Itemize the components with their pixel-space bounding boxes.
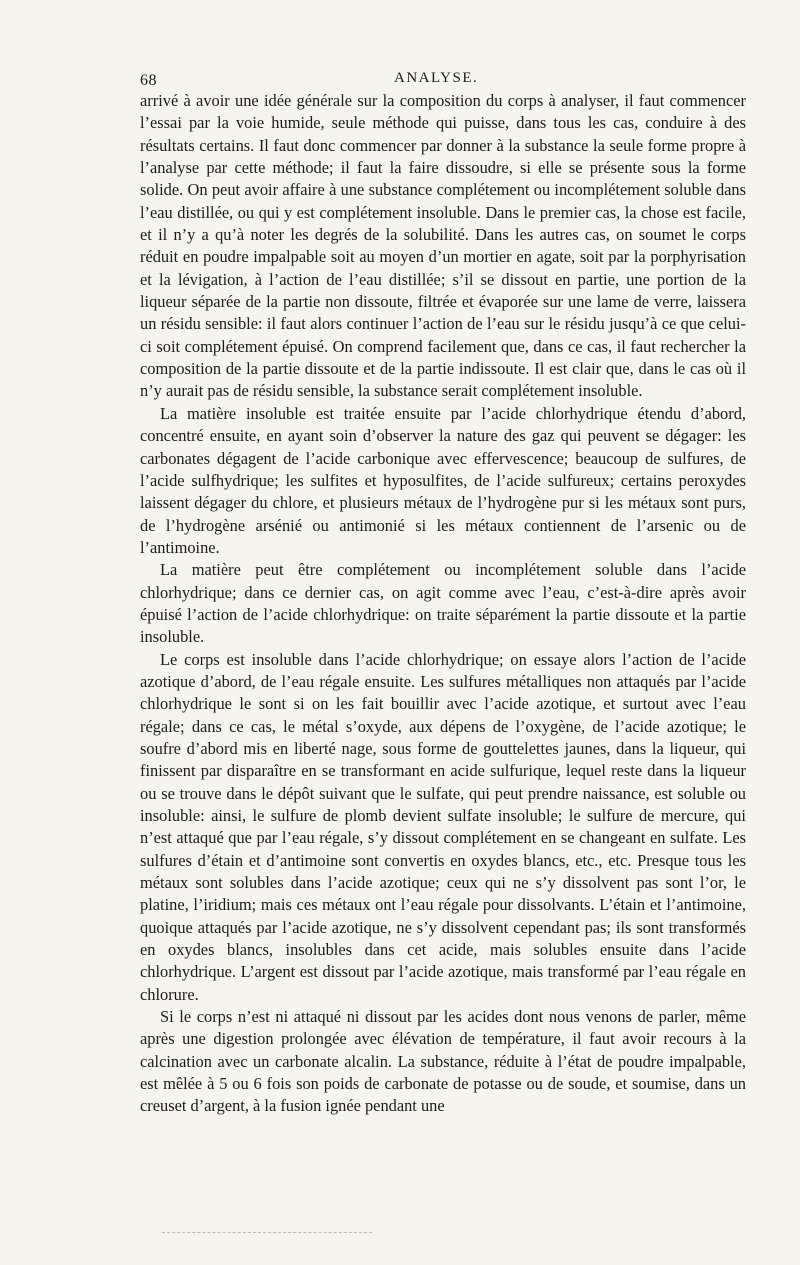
body-text (140, 90, 746, 1118)
paragraph-5: Si le corps n’est ni attaqué ni dissout par les acides dont nous venons de parler, même après une digestion prolongée avec élévation de température, il faut avoir recours à la calcination avec un carbonate alcalin. La substance, réduite à l’état de poudre impalpable, est mêlée à 5 ou 6 fois son poids de carbonate de potasse ou de soude, et soumise, dans un creuset d’argent, à la fusion ignée pendant une (140, 1007, 746, 1116)
paragraph-2: La matière insoluble est traitée ensuite par l’acide chlorhydrique étendu d’abord, concentré ensuite, en ayant soin d’observer la nature des gaz qui peuvent se dégager: les carbonates dégagent de l’acide carbonique avec effervescence; beaucoup de sulfures, de l’acide sulfhydrique; les sulfites et hyposulfites, de l’acide sulfureux; certains peroxydes laissent dégager du chlore, et plusieurs métaux de l’hydrogène pur si les métaux sont purs, de l’hydrogène arsénié ou antimonié si les métaux contiennent de l’arsenic ou de l’antimoine. (140, 403, 746, 557)
running-head (140, 60, 746, 90)
page-number: 68 (140, 72, 157, 89)
book-page (140, 60, 746, 1250)
paragraph-3: La matière peut être complétement ou incomplétement soluble dans l’acide chlorhydrique; dans ce dernier cas, on agit comme avec l’eau, c’est-à-dire après avoir épuisé l’action de l’acide chlorhydrique: on traite séparément la partie dissoute et la partie insoluble. (140, 560, 746, 647)
paragraph-1: arrivé à avoir une idée générale sur la composition du corps à analyser, il faut commencer l’essai par la voie humide, seule méthode qui puisse, dans tous les cas, conduire à des résultats certains. Il faut donc commencer par donner à la substance la seule forme propre à l’analyse par cette méthode; il faut la faire dissoudre, si elle se présente sous la forme solide. On peut avoir affaire à une substance complétement ou incomplétement soluble dans l’eau distillée, ou qui y est complétement insoluble. Dans le premier cas, la chose est facile, et il n’y a qu’à noter les degrés de la solubilité. Dans les autres cas, on soumet le corps réduit en poudre impalpable soit au moyen d’un mortier en agate, soit par la porphyrisation et la lévigation, à l’action de l’eau distillée; s’il se dissout en partie, une portion de la liqueur séparée de la partie non dissoute, filtrée et évaporée sur une lame de verre, laissera un résidu sensible: il faut alors continuer l’action de l’eau sur le résidu jusqu’à ce que celui-ci soit complétement épuisé. On comprend facilement que, dans ce cas, il faut rechercher la composition de la partie dissoute et de la partie indissoute. Il est clair que, dans le cas où il n’y aurait pas de résidu sensible, la substance serait complétement insoluble. (140, 91, 746, 401)
running-title: ANALYSE. (394, 70, 479, 86)
footer-rule (162, 1232, 372, 1233)
paragraph-4: Le corps est insoluble dans l’acide chlorhydrique; on essaye alors l’action de l’acide azotique d’abord, de l’eau régale ensuite. Les sulfures métalliques non attaqués par l’acide chlorhydrique le sont si on les fait bouillir avec l’acide azotique, et surtout avec l’eau régale; dans ce cas, le métal s’oxyde, aux dépens de l’oxygène, de l’acide azotique; le soufre d’abord mis en liberté nage, sous forme de gouttelettes jaunes, dans la liqueur, qui finissent par disparaître en se transformant en acide sulfurique, lequel reste dans la liqueur ou se trouve dans le dépôt suivant que le sulfate, qui peut prendre naissance, est soluble ou insoluble: ainsi, le sulfure de plomb devient sulfate insoluble; le sulfure de mercure, qui n’est attaqué que par l’eau régale, s’y dissout complétement en se changeant en sulfate. Les sulfures d’étain et d’antimoine sont convertis en oxydes blancs, etc., etc. Presque tous les métaux sont solubles dans l’acide azotique; ceux qui ne s’y dissolvent pas sont l’or, le platine, l’iridium; mais ces métaux ont l’eau régale pour dissolvants. L’étain et l’antimoine, quoique attaqués par l’acide azotique, ne s’y dissolvent cependant pas; ils sont transformés en oxydes blancs, insolubles dans cet acide, mais solubles ensuite dans l’acide chlorhydrique. L’argent est dissout par l’acide azotique, mais transformé par l’eau régale en chlorure. (140, 649, 746, 1004)
